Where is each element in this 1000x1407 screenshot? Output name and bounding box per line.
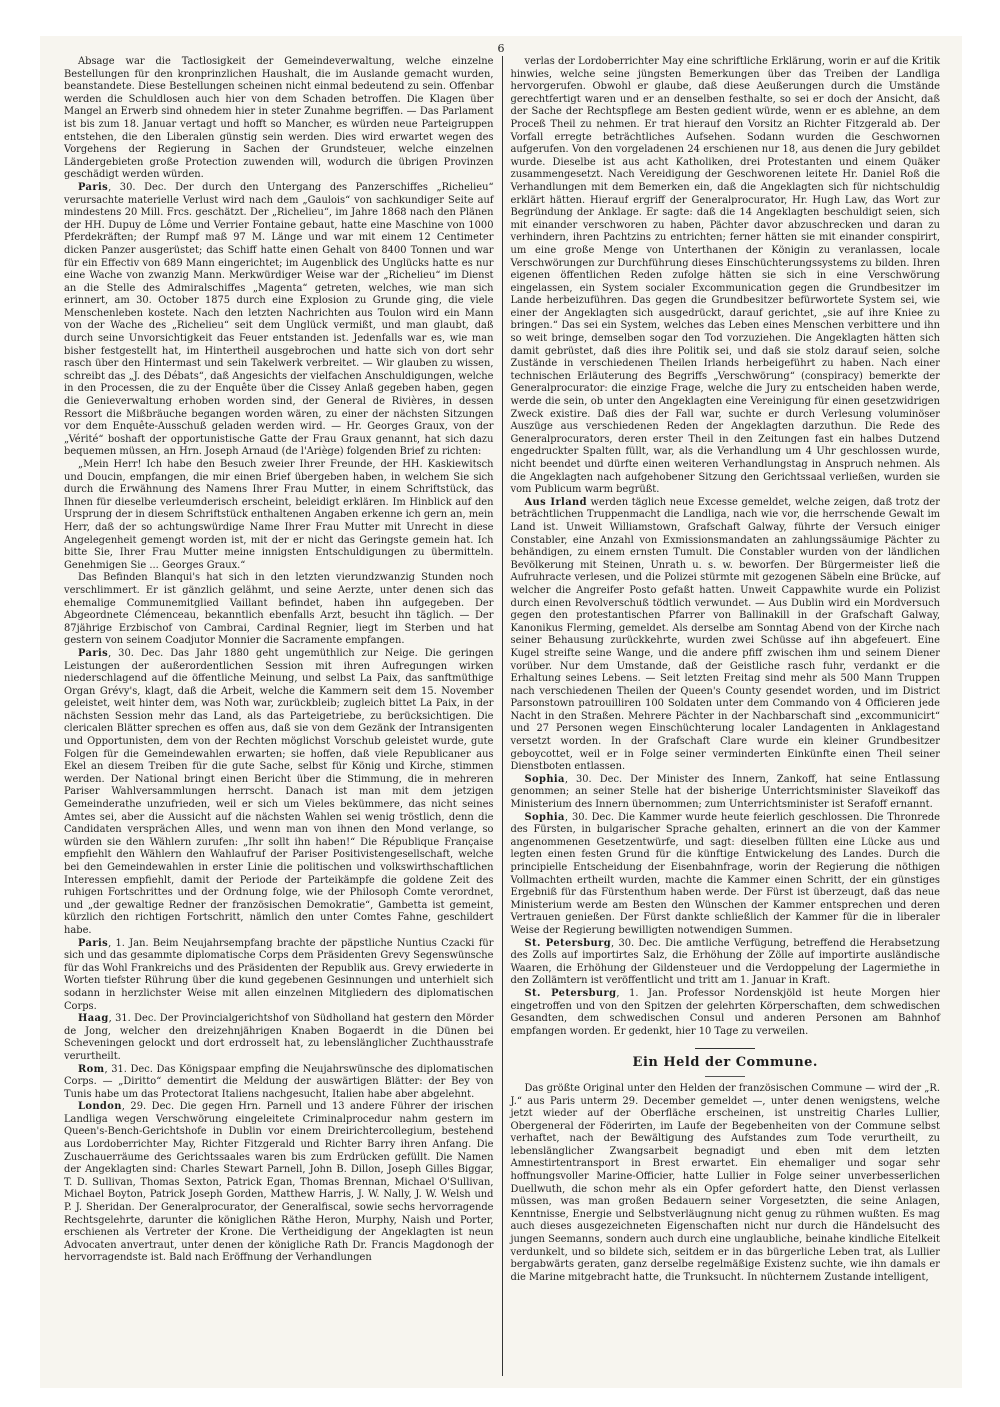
article-text: „Mein Herr! Ich habe den Besuch zweier Ihrer Freunde, der HH. Kaskiewitsch und Doucin, empfangen, die mir einen Brief übergeben haben, in welchem Sie sich durch die Erwähnung des Namens Ihrer Frau Mutter, in einem Schriftstück, das Ihnen für dieselbe verleumderisch erscheint, beleidigt erklären. Im Hinblick auf den Ursprung der in diesem Schriftstück enthaltenen Angaben erkenne ich gern an, mein Herr, daß der so achtungswürdige Name Ihrer Frau Mutter mit Unrecht in diese Angelegenheit gemengt worden ist, mit der er nicht das Geringste gemein hat. Ich bitte Sie, Ihrer Frau Mutter meine innigsten Entschuldigungen zu übermitteln. Genehmigen Sie ... Georges Graux.“ bbox=[64, 459, 494, 571]
article-paragraph bbox=[511, 988, 941, 1038]
article-dateline: St. Petersburg bbox=[524, 937, 612, 949]
section-separator bbox=[695, 1048, 755, 1049]
article-text: , 31. Dec. Der Provincialgerichtshof von Südholland hat gestern den Mörder de Jong, welcher den dreizehnjährigen Knaben Bogaerdt in die Dünen bei Scheveningen gelockt und dort erdrosselt hat, zu lebenslänglicher Zuchthausstrafe verurtheilt. bbox=[64, 1013, 494, 1062]
article-text: , 31. Dec. Das Königspaar empfing die Neujahrswünsche des diplomatischen Corps. — „Diritto“ dementirt die Meldung der auswärtigen Blätter: der Bey von Tunis habe um das Protectorat Italiens nachgesucht, Italien habe aber abgelehnt. bbox=[64, 1063, 494, 1100]
newspaper-page bbox=[40, 36, 962, 1388]
article-paragraph bbox=[64, 459, 494, 572]
article-dateline: Sophia bbox=[524, 811, 565, 823]
right-column bbox=[503, 56, 949, 1376]
article-paragraph bbox=[64, 1101, 494, 1265]
article-paragraph bbox=[511, 774, 941, 812]
page-number: 6 bbox=[497, 42, 505, 55]
left-column bbox=[56, 56, 502, 1376]
article-text: werden täglich neue Excesse gemeldet, welche zeigen, daß trotz der beträchtlichen Truppenmacht die Landliga, nach wie vor, die herrschende Gewalt im Land ist. Unweit Williamstown, Grafschaft Galway, führte der Versuch einiger Constabler, eine Anzahl von Exmissionsmandaten an zahlungssäumige Pächter zu behändigen, zu einem ernsten Tumult. Die Constabler wurden von der ländlichen Bevölkerung mit Steinen, Unrath u. s. w. beworfen. Der Bürgermeister ließ die Aufruhracte verlesen, und die Polizei stürmte mit gezogenen Säbeln eine Brücke, auf welcher die Angreifer Posto gefaßt hatten. Unweit Cappawhite wurde ein Polizist durch einen Revolverschuß tödtlich verwundet. — Aus Dublin wird ein Mordversuch gegen den protestantischen Pfarrer von Ballinakill in der Grafschaft Galway, Kanonikus Flerming, gemeldet. Als derselbe am Sonntag Abend von der Kirche nach seiner Behausung zurückkehrte, wurden zwei Schüsse auf ihn abgefeuert. Eine Kugel streifte seine Wange, und die andere pfiff zwischen ihm und seinem Diener vorüber. Nur dem Umstande, daß der Geistliche rasch fuhr, verdankt er die Erhaltung seines Lebens. — Seit letzten Freitag sind mehr als 500 Mann Truppen nach verschiedenen Theilen der Queen's County gesendet worden, und im District Parsonstown patrouilliren 100 Soldaten unter dem Commando von 4 Officieren jede Nacht in den Straßen. Mehrere Pächter in der Nachbarschaft sind „excommunicirt“ und 27 Personen wegen Einschüchterung localer Landagenten in Anklagestand versetzt worden. In der Grafschaft Clare wurde ein kleiner Grundbesitzer geboycottet, weil er in Folge seiner verminderten Einkünfte einen Theil seiner Dienstboten entlassen. bbox=[510, 496, 940, 773]
article-dateline: Aus Irland bbox=[524, 496, 587, 508]
article-dateline: Sophia bbox=[524, 773, 565, 785]
article-dateline: Paris bbox=[78, 181, 109, 193]
article-dateline: London bbox=[78, 1101, 122, 1113]
heading-rule bbox=[705, 1076, 745, 1077]
article-text: Absage war die Tactlosigkeit der Gemeindeverwaltung, welche einzelne Bestellungen für den kronprinzlichen Haushalt, die im Auslande gemacht wurden, beanstandete. Diese Bestellungen scheinen nicht einmal bedeutend zu sein. Offenbar werden die Schuldlosen auch hier von dem Schaden betroffen. Die Klagen über Mangel an Erwerb sind ohnedem hier in steter Zunahme begriffen. — Das Parlament ist bis zum 18. Januar vertagt und hofft so Mancher, es würden neue Parteigruppen entstehen, die den Liberalen günstig sein werden. Dies wird erwartet wegen des Vorgehens der Regierung in Sachen der Grundsteuer, welche einzelnen Ländergebieten große Protection zuwenden will, wodurch die übrigen Provinzen geschädigt werden würden. bbox=[64, 56, 494, 181]
article-dateline: Paris bbox=[78, 937, 109, 949]
article-paragraph bbox=[64, 938, 494, 1014]
article-paragraph bbox=[64, 56, 494, 182]
article-text: Das Befinden Blanqui's hat sich in den letzten vierundzwanzig Stunden noch verschlimmert. Er ist gänzlich gelähmt, und seine Aerzte, unter denen sich das ehemalige Communemitglied Vaillant befindet, haben ihn aufgegeben. Der Abgeordnete Clémenceau, bekanntlich ebenfalls Arzt, besucht ihn täglich. — Der 87jährige Erzbischof von Cambrai, Cardinal Regnier, liegt im Sterben und hat gestern von seinem Coadjutor Monnier die Sacramente empfangen. bbox=[64, 572, 494, 647]
article-text: , 30. Dec. Der Minister des Innern, Zankoff, hat seine Entlassung genommen; an seiner Stelle hat der bisherige Unterrichtsminister Slaveikoff das Ministerium des Innern übernommen; zum Unterrichtsminister ist Serafoff ernannt. bbox=[510, 773, 940, 811]
article-paragraph bbox=[511, 812, 941, 938]
article-text: , 1. Jan. Beim Neujahrsempfang brachte der päpstliche Nuntius Czacki für sich und das gesammte diplomatische Corps dem Präsidenten Grevy Segenswünsche für das Wohl Frankreichs und des Präsidenten der Republik aus. Grevy erwiederte in Worten tiefster Rührung über die kund gegebenen Gesinnungen und unterhielt sich sodann in herzlichster Weise mit allen einzelnen Mitgliedern des diplomatischen Corps. bbox=[64, 937, 494, 1012]
feature-text: Das größte Original unter den Helden der französischen Commune — wird der „R. J.“ aus Paris unterm 29. December gemeldet —, unter denen wenigstens, welche jetzt wieder auf der Oberfläche erscheinen, ist unstreitig Charles Lullier, Obergeneral der Föderirten, im Laufe der Begebenheiten von der Commune selbst verhaftet, nach der Bewältigung des Aufstandes zum Tode verurtheilt, zu lebenslänglicher Zwangsarbeit begnadigt und eben mit dem letzten Amnestirtentransport in Brest erwartet. Ein ehemaliger und sogar sehr hoffnungsvoller Marine-Officier, hatte Lullier in Folge seiner unverbesserlichen Duellwuth, die schon mehr als ein Opfer gefordert hatte, den Dienst verlassen müssen, was man großen Bedauern seiner Vorgesetzten, die seine Anlagen, Kenntnisse, Energie und Selbstverläugnung nicht genug zu rühmen wußten. Es mag auch dieses ausgezeichneten Eigenschaften nicht nur durch die Händelsucht des jungen Seemanns, sondern auch durch eine unglaubliche, beinahe kindliche Eitelkeit verdunkelt, und so bildete sich, seitdem er in das bürgerliche Leben trat, als Lullier bergabwärts geraten, ganz derselbe regelmäßige Existenz suchte, wie ihn damals er die Marine mitgebracht hatte, die Trunksucht. In nüchternem Zustande intelligent, bbox=[510, 1082, 940, 1283]
article-dateline: Paris bbox=[78, 647, 109, 659]
article-text: verlas der Lordoberrichter May eine schriftliche Erklärung, worin er auf die Kritik hinwies, welche seine jüngsten Bemerkungen über das Treiben der Landliga hervorgerufen. Obwohl er glaube, daß diese Aeußerungen durch die Umstände gerechtfertigt waren und er an denselben festhalte, so sei er doch der Ansicht, daß der Sache der Rechtspflege am Besten gedient würde, wenn er es ablehne, an dem Proceß Theil zu nehmen. Er trat hierauf den Vorsitz an Richter Fitzgerald ab. Der Vorfall erregte beträchtliches Aufsehen. Sodann wurden die Geschwornen aufgerufen. Von den vorgeladenen 24 erschienen nur 18, aus denen die Jury gebildet wurde. Dieselbe ist aus acht Katholiken, drei Protestanten und einem Quäker zusammengesetzt. Nach Vereidigung der Geschworenen leitete Hr. Daniel Roß die Verhandlungen mit dem Bemerken ein, daß die Angeklagten sich für nichtschuldig erklärt hätten. Hierauf ergriff der Generalprocurator, Hr. Hugh Law, das Wort zur Begründung der Anklage. Er sagte: daß die 14 Angeklagten beschuldigt seien, sich mit einander verschworen zu haben, Pächter davor abzuschrecken und daran zu verhindern, ihren Pachtzins zu entrichten; ferner hätten sie mit einander conspirirt, um eine große Menge von Unterthanen der Königin zu veranlassen, locale Verschwörungen zur Durchführung dieses Einschüchterungssystems zu bilden. Ihren eigenen öffentlichen Reden zufolge hätten sie sich in eine Verschwörung eingelassen, ein System socialer Excommunication gegen die Grundbesitzer im Lande herbeizuführen. Das gegen die Grundbesitzer befürwortete System sei, wie einer der Angeklagten sich ausgedrückt, darauf gerichtet, „sie auf ihre Kniee zu bringen.“ Das sei ein System, welches das Leben eines Menschen verbittere und ihn so weit bringe, demselben sogar den Tod vorzuziehen. Die Angeklagten hätten sich damit gebrüstet, daß dies ihre Politik sei, und daß sie stolz darauf seien, solche Zustände in verschiedenen Theilen Irlands herbeigeführt zu haben. Nach einer technischen Erläuterung des Begriffs „Verschwörung“ (conspiracy) bemerkte der Generalprocurator: die einzige Frage, welche die Jury zu entscheiden haben werde, werde die sein, ob unter den Angeklagten eine Vereinigung für einen gesetzwidrigen Zweck existire. Daß dies der Fall war, suchte er durch Verlesung voluminöser Auszüge aus verschiedenen Reden der Angeklagten darzuthun. Die Rede des Generalprocurators, deren erster Theil in den Zeitungen fast ein halbes Dutzend engedruckter Spalten füllt, war, als die Verhandlung um 4 Uhr geschlossen wurde, nicht beendet und dürfte einen weiteren Verhandlungstag in Anspruch nehmen. Als die Angeklagten nach aufgehobener Sitzung den Gerichtssaal verließen, wurden sie vom Publicum warm begrüßt. bbox=[510, 56, 940, 496]
right-column-articles bbox=[511, 56, 941, 1038]
article-paragraph bbox=[511, 938, 941, 988]
article-paragraph bbox=[511, 497, 941, 774]
article-text: , 1. Jan. Professor Nordenskjöld ist heute Morgen hier eingetroffen und von den Spitzen der gelehrten Körperschaften, dem schwedischen Gesandten, dem schwedischen Consul und anderen Personen am Bahnhof empfangen worden. Er gedenkt, hier 10 Tage zu verweilen. bbox=[510, 987, 940, 1037]
article-text: , 29. Dec. Die gegen Hrn. Parnell und 13 andere Führer der irischen Landliga wegen Verschwörung eingeleitete Criminalprocedur nahm gestern im Queen's-Bench-Gerichtshofe in Dublin vor einem Dreirichtercollegium, bestehend aus Lordoberrichter May, Richter Fitzgerald und Richter Barry ihren Anfang. Die Zuschauerräume des Gerichtssaales waren bis zum Erdrücken gefüllt. Die Namen der Angeklagten sind: Charles Stewart Parnell, John B. Dillon, Joseph Gilles Biggar, T. D. Sullivan, Thomas Sexton, Patrick Egan, Thomas Brennan, Michael O'Sullivan, Michael Boyton, Patrick Joseph Gorden, Matthew Harris, J. W. Nally, J. W. Welsh und P. J. Sheridan. Der Generalprocurator, der Generalfiscal, sowie sechs hervorragende Rechtsgelehrte, darunter die königlichen Räthe Heron, Murphy, Naish und Porter, erschienen als Vertreter der Krone. Die Vertheidigung der Angeklagten ist neun Advocaten anvertraut, unter denen der königliche Rath Dr. Francis Magdonogh der hervorragendste ist. Bald nach Eröffnung der Verhandlungen bbox=[64, 1101, 494, 1264]
article-paragraph bbox=[64, 572, 494, 648]
article-paragraph bbox=[64, 648, 494, 938]
article-text: , 30. Dec. Der durch den Untergang des Panzerschiffes „Richelieu“ verursachte materielle Verlust wird nach dem „Gaulois“ von sachkundiger Seite auf mindestens 20 Mill. Frcs. geschätzt. Der „Richelieu“, im Jahre 1868 nach den Plänen der HH. Dupuy de Lôme und Verrier Fontaine gebaut, hatte eine Maschine von 1000 Pferdekräften; der Rumpf maß 97 M. Länge und war mit einem 12 Centimeter dicken Panzer ausgerüstet; das Schiff hatte einen Gehalt von 8400 Tonnen und war für ein Effectiv von 689 Mann eingerichtet; im Augenblick des Unglücks hatte es nur eine Wache von zwanzig Mann. Merkwürdiger Weise war der „Richelieu“ im Dienst an die Stelle des Admiralschiffes „Magenta“ getreten, welches, wie man sich erinnert, am 30. October 1875 durch eine Explosion zu Grunde ging, die viele Menschenleben kostete. Nach den letzten Nachrichten aus Toulon wird ein Mann von der Wache des „Richelieu“ seit dem Unglück vermißt, und man glaubt, daß durch seine Unvorsichtigkeit das Feuer entstanden ist. Jedenfalls war es, wie man bisher festgestellt hat, im Hintertheil ausgebrochen und hatte sich von dort sehr rasch über den Hintermast und sein Takelwerk verbreitet. — Wir glauben zu wissen, schreibt das „J. des Débats“, daß Angesichts der vielfachen Anschuldigungen, welche in den Processen, die zu der Enquête über die Cissey Anlaß gegeben haben, gegen die Genieverwaltung erhoben worden sind, der General de Rivières, in dessen Ressort die Mißbräuche begangen worden wären, zu einer der nächsten Sitzungen vor dem Enquête-Ausschuß geladen werden wird. — Hr. Georges Graux, von der „Vérité“ boshaft der opportunistische Gatte der Frau Graux genannt, hat sich dazu bequemen müssen, an Hrn. Joseph Arnaud (de l'Ariège) folgenden Brief zu richten: bbox=[64, 181, 494, 458]
article-dateline: St. Petersburg bbox=[524, 987, 617, 999]
article-paragraph bbox=[64, 182, 494, 459]
article-text: , 30. Dec. Das Jahr 1880 geht ungemüthlich zur Neige. Die geringen Leistungen der außerordentlichen Session mit ihren Aufregungen wirken niederschlagend auf die öffentliche Meinung, und selbst La Paix, das sanftmüthige Organ Grévy's, klagt, daß die Arbeit, welche die Kammern seit dem 15. November geleistet, weit hinter dem, was Noth war, zurückbleib; zugleich bittet La Paix, in der nächsten Session mehr das Land, als das Parteigetriebe, zu berücksichtigen. Die clericalen Blätter sprechen es offen aus, daß sie von dem Gezänk der Intransigenten und Opportunisten, dem von der Rechten möglichst Vorschub geleistet wurde, gute Folgen für die Gemeindewahlen erwarten; sie hoffen, daß viele Republicaner aus Ekel an diesem Treiben für die gute Sache, selbst für König und Kirche, stimmen werden. Der National bringt einen Bericht über die Stimmung, die in mehreren Pariser Wahlversammlungen herrscht. Danach ist man mit dem jetzigen Gemeinderathe unzufrieden, weil er sich um Vieles bekümmere, das nicht seines Amtes sei, aber die Aussicht auf die nächsten Wahlen sei wenig tröstlich, denn die Candidaten versprächen Alles, und wenn man von ihnen den Mond verlange, so würden sie den Wählern zurufen: „Ihr sollt ihn haben!“ Die République Française empfiehlt den Wählern den Wahlaufruf der Pariser Positivistengesellschaft, welche bei den Gemeindewahlen in erster Linie die politischen und volkswirthschaftlichen Interessen empfiehlt, damit der Periode der Parteikämpfe die goldene Zeit des ruhigen Fortschrittes und der Ordnung folge, wie der Philosoph Comte verordnet, und „der gewaltige Redner der französischen Demokratie“, Gambetta ist gemeint, kürzlich den richtigen Fortschritt, nämlich den unter Comtes Fahne, geschildert habe. bbox=[64, 647, 494, 936]
article-paragraph bbox=[64, 1064, 494, 1102]
article-text: , 30. Dec. Die amtliche Verfügung, betreffend die Herabsetzung des Zolls auf importirtes Salz, die Erhöhung der Zölle auf importirte ausländische Waaren, die Erhöhung der Gildensteuer und die Verdoppelung der Lagermiethe in den Zollämtern ist veröffentlicht und tritt am 1. Januar in Kraft. bbox=[510, 937, 940, 987]
article-dateline: Haag bbox=[78, 1013, 109, 1025]
article-dateline: Rom bbox=[78, 1063, 105, 1075]
feature-heading: Ein Held der Commune. bbox=[632, 1055, 818, 1071]
columns bbox=[56, 56, 948, 1376]
article-text: , 30. Dec. Die Kammer wurde heute feierlich geschlossen. Die Thronrede des Fürsten, in bulgarischer Sprache gehalten, erinnert an die von der Kammer angenommenen Gesetzentwürfe, und sagt: dieselben füllten eine Lücke aus und legten einen festen Grund für die künftige Entwickelung des Landes. Durch die principielle Entscheidung der Eisenbahnfrage, worin der Regierung die nöthigen Vollmachten ertheilt wurden, machte die Kammer einen Schritt, der ein günstiges Ergebniß für das Fürstenthum haben werde. Der Fürst ist überzeugt, daß das neue Ministerium werde am Besten den Wünschen der Kammer entsprechen und deren Vertrauen genießen. Der Fürst dankte schließlich der Kammer für die in liberaler Weise der Regierung bewilligten notwendigen Summen. bbox=[510, 811, 940, 936]
article-paragraph bbox=[64, 1013, 494, 1063]
article-paragraph bbox=[511, 56, 941, 497]
